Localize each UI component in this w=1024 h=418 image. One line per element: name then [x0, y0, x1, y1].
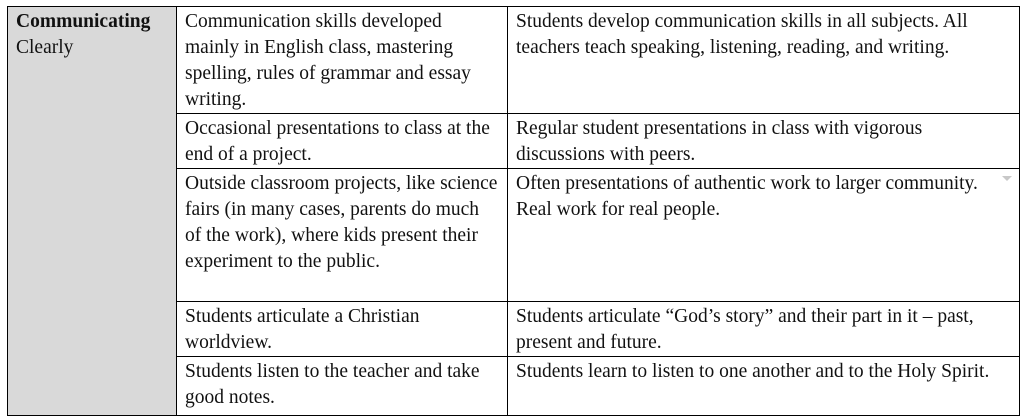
transformed-cell: [508, 7, 1020, 114]
traditional-cell: [177, 302, 508, 357]
transformed-cell: [508, 357, 1020, 416]
traditional-cell: [177, 169, 508, 302]
traditional-text: Students articulate a Christian worldview.: [185, 306, 420, 353]
chevron-down-icon[interactable]: [1002, 176, 1012, 181]
transformed-cell: [508, 302, 1020, 357]
transformed-text: Students learn to listen to one another and to the Holy Spirit.: [516, 361, 990, 382]
traditional-cell: [177, 7, 508, 114]
table-row: [8, 7, 1020, 114]
transformed-text: Students develop communication skills in all subjects. All teachers teach speaking, listening, reading, and writing.: [516, 11, 968, 58]
traditional-cell: [177, 114, 508, 169]
transformed-cell: [508, 114, 1020, 169]
transformed-text: Often presentations of authentic work to larger community. Real work for real people.: [516, 173, 978, 220]
transformed-text: Students articulate “God’s story” and their part in it – past, present and future.: [516, 306, 974, 353]
traditional-text: Communication skills developed mainly in English class, mastering spelling, rules of grammar and essay writing.: [185, 11, 471, 110]
traditional-text: Outside classroom projects, like science fairs (in many cases, parents do much of the work), where kids present their experiment to the public.: [185, 173, 498, 272]
category-title: Communicating: [16, 11, 151, 32]
traditional-cell: [177, 357, 508, 416]
traditional-text: Students listen to the teacher and take good notes.: [185, 361, 480, 408]
category-cell: [8, 7, 177, 416]
document-page: [7, 6, 1019, 412]
transformed-text: Regular student presentations in class with vigorous discussions with peers.: [516, 118, 923, 165]
traditional-text: Occasional presentations to class at the end of a project.: [185, 118, 490, 165]
transformed-cell: [508, 169, 1020, 302]
category-subtitle: Clearly: [16, 37, 74, 58]
comparison-table: [7, 6, 1020, 416]
